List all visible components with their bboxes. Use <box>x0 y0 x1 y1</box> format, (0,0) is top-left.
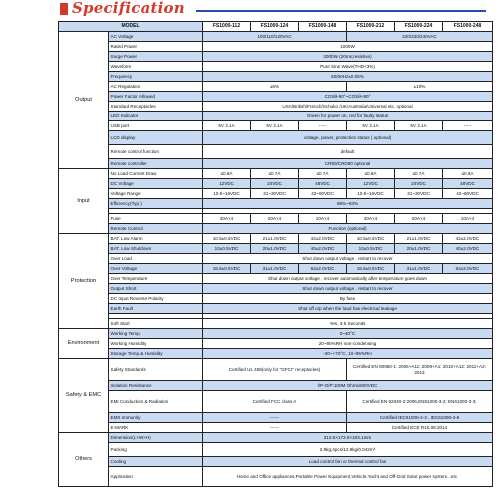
row-value: ≤0.6A <box>443 169 493 179</box>
row-value: 21~30VDC <box>395 189 443 199</box>
row-label: Safety Standards <box>109 359 203 381</box>
row-value: 48VDC <box>299 179 347 189</box>
table-row <box>59 224 493 234</box>
table-row <box>59 131 493 145</box>
row-value: 10±0.5VDC <box>347 244 395 254</box>
row-value: 10.5±0.5VDC <box>203 234 251 244</box>
table-row <box>59 189 493 199</box>
row-label: Fuse <box>109 214 203 224</box>
row-label: DC Input Reverse Polarity <box>109 294 203 304</box>
row-label: Surge Power <box>109 52 203 62</box>
table-row <box>59 294 493 304</box>
table-row <box>59 121 493 131</box>
row-label: Remote controller <box>109 159 203 169</box>
table-row <box>59 214 493 224</box>
table-row <box>59 244 493 254</box>
row-value: ------ <box>203 423 347 433</box>
page-title: Specification <box>72 0 185 17</box>
row-value: Certified EN 60950-1: 2006+A11: 2009+A1: 2010+A12: 2011+A2: 2013 <box>347 359 493 381</box>
row-value: ≤0.7A <box>395 169 443 179</box>
row-value: 40A×4 <box>347 214 395 224</box>
group-protection: Protection <box>59 234 109 329</box>
table-row <box>59 112 493 121</box>
spec-table <box>58 21 493 487</box>
row-label: Output Short <box>109 284 203 294</box>
row-value: 21~30VDC <box>251 189 299 199</box>
row-label: No Load Current Draw <box>109 169 203 179</box>
row-value: 2000W (20ms;resistive) <box>203 52 493 62</box>
row-value: ≤0.7A <box>251 169 299 179</box>
table-row <box>59 102 493 112</box>
table-row <box>59 413 493 423</box>
row-value: ≤0.8A <box>203 169 251 179</box>
row-value: 10.5~16VDC <box>203 189 251 199</box>
row-value: 2.9kg;4pcs/12.9kg/0.042m³ <box>203 443 493 457</box>
row-value: Certified UL 458(only for "GFCI" receptacles) <box>203 359 347 381</box>
row-value: ±10% <box>347 82 493 92</box>
row-value: 31±1.0VDC <box>395 264 443 274</box>
table-row <box>59 254 493 264</box>
table-row <box>59 467 493 487</box>
table-row <box>59 145 493 159</box>
row-value: 42±2.0VDC <box>443 234 493 244</box>
table-row <box>59 319 493 329</box>
table-row <box>59 72 493 82</box>
row-value: By fuse <box>203 294 493 304</box>
row-label: Packing <box>109 443 203 457</box>
row-value: 12VDC <box>203 179 251 189</box>
row-value: 10±0.5VDC <box>203 244 251 254</box>
row-label: Standard Receptacles <box>109 102 203 112</box>
table-row <box>59 274 493 284</box>
row-label: Over Voltage <box>109 264 203 274</box>
row-value: Shut off o/p when the load has electrical leakage <box>203 304 493 314</box>
group-safety-emc: Safety & EMC <box>59 359 109 433</box>
group-input: Input <box>59 169 109 234</box>
row-label: Remote control function <box>109 145 203 159</box>
row-value: Certified IEC61000-4-3 , IEC61000-4-8 <box>347 413 493 423</box>
row-label: Working Temp. <box>109 329 203 339</box>
row-value: 24VDC <box>395 179 443 189</box>
title-underline <box>196 10 486 12</box>
table-row <box>59 234 493 244</box>
row-label: BAT. Low Shutdown <box>109 244 203 254</box>
row-value: ----- <box>443 121 493 131</box>
row-value: 20~90%RH non-condensing <box>203 339 493 349</box>
row-value: 21±1.0VDC <box>395 234 443 244</box>
row-label: USB port <box>109 121 203 131</box>
row-value: 31±1.0VDC <box>251 264 299 274</box>
table-row <box>59 329 493 339</box>
row-label: Isolation Resistance <box>109 381 203 391</box>
row-value: 20±1.0VDC <box>251 244 299 254</box>
table-row <box>59 284 493 294</box>
row-value: Certified EN 62040-2:2006,EN61000-3-2; EN61000-3-3; <box>347 391 493 413</box>
table-row <box>59 169 493 179</box>
table-row <box>59 349 493 359</box>
table-row <box>59 381 493 391</box>
row-value: 10A×4 <box>443 214 493 224</box>
row-label: Dimension(L×W×H) <box>109 433 203 443</box>
row-value: Pure Sine Wave(THD<3%) <box>203 62 493 72</box>
row-value: 48VDC <box>443 179 493 189</box>
row-value: -30~+70°C, 10~95%RH <box>203 349 493 359</box>
row-value: Yes, 3-5 Seconds <box>203 319 493 329</box>
row-label: LCD display <box>109 131 203 145</box>
row-value: 1000W <box>203 42 493 52</box>
group-output: Output <box>59 32 109 169</box>
row-value: 10.5±0.5VDC <box>347 234 395 244</box>
row-value: 12VDC <box>347 179 395 189</box>
row-value: USA/British/French/Schuko /UK/Australia/Universal etc. optional <box>203 102 493 112</box>
title-banner <box>0 0 500 18</box>
row-value: Shut down output voltage , restart to recover <box>203 254 493 264</box>
row-value: 88%~93% <box>203 199 493 209</box>
row-label: Power Factor Allowed <box>109 92 203 102</box>
row-value: 40±2.0VDC <box>299 244 347 254</box>
table-row <box>59 62 493 72</box>
table-row <box>59 391 493 413</box>
table-row <box>59 32 493 42</box>
group-others: Others <box>59 433 109 487</box>
row-value: Certified ECE R10.06:2014 <box>347 423 493 433</box>
table-row <box>59 304 493 314</box>
table-row <box>59 359 493 381</box>
row-value: ------ <box>203 413 347 423</box>
row-value: default <box>203 145 493 159</box>
row-label: Frequency <box>109 72 203 82</box>
row-value: Shut down output voltage , restart to recover <box>203 284 493 294</box>
row-value: CR80/CRD80 optional <box>203 159 493 169</box>
row-label: LED Indicator <box>109 112 203 121</box>
row-label: Working Humidity <box>109 339 203 349</box>
row-value: Certified FCC class A <box>203 391 347 413</box>
table-row <box>59 179 493 189</box>
row-label: BAT. Low Alarm <box>109 234 203 244</box>
row-value: Home and Office appliances,Portable Power Equipment,Vehicle,Yacht and Off-Grid Solar power system...etc. <box>203 467 493 487</box>
model-cell: FS1000-148 <box>299 22 347 32</box>
table-row <box>59 42 493 52</box>
row-value: ≤0.8A <box>347 169 395 179</box>
row-value: Shut down output voltage , recover automatically after temperature goes down <box>203 274 493 284</box>
table-row <box>59 92 493 102</box>
row-value: 24VDC <box>251 179 299 189</box>
row-value: 100/110/120VAC <box>203 32 347 42</box>
row-value: 15.5±0.5VDC <box>347 264 395 274</box>
row-label: AC Voltage <box>109 32 203 42</box>
model-cell: FS1000-212 <box>347 22 395 32</box>
row-value: Green for power on, red for faulty status <box>203 112 493 121</box>
row-label: Remote Control <box>109 224 203 234</box>
row-value: 0~40°C <box>203 329 493 339</box>
row-label: EMI Conduction & Radiation <box>109 391 203 413</box>
row-label: Earth Fault <box>109 304 203 314</box>
row-label: Efficiency(Typ.) <box>109 199 203 209</box>
row-label: Application <box>109 467 203 487</box>
row-label: Over Temperature <box>109 274 203 284</box>
table-row <box>59 199 493 209</box>
table-row <box>59 433 493 443</box>
row-value: ≤0.7A <box>299 169 347 179</box>
row-label: EMS Immunity <box>109 413 203 423</box>
table-row <box>59 457 493 467</box>
row-value: 42~60VDC <box>299 189 347 199</box>
row-label: DC Voltage <box>109 179 203 189</box>
row-value: ----- <box>299 121 347 131</box>
row-value: 313.6×173.6×103.1mm <box>203 433 493 443</box>
row-value: 42~60VDC <box>443 189 493 199</box>
row-value: 20A×4 <box>251 214 299 224</box>
row-value: 220/230/240VAC <box>347 32 493 42</box>
row-value: COSθ-90°~COSθ+90° <box>203 92 493 102</box>
row-value: 5V 2.1A <box>203 121 251 131</box>
title-accent-bar <box>60 3 68 15</box>
table-row <box>59 52 493 62</box>
row-value: 62±2.0VDC <box>299 264 347 274</box>
row-label: Over Load <box>109 254 203 264</box>
model-cell: FS1000-124 <box>251 22 299 32</box>
row-value: 20A×4 <box>395 214 443 224</box>
row-value: Function (optional) <box>203 224 493 234</box>
table-row <box>59 264 493 274</box>
row-value: 15.5±0.5VDC <box>203 264 251 274</box>
row-value: 42±2.0VDC <box>299 234 347 244</box>
table-row <box>59 339 493 349</box>
row-value: 40A×4 <box>203 214 251 224</box>
table-row <box>59 82 493 92</box>
table-row <box>59 159 493 169</box>
row-label: Storage Temp.& Humidity <box>109 349 203 359</box>
row-value: 10A×4 <box>299 214 347 224</box>
row-value: I/P-O/P:100M Ohms/500VDC <box>203 381 493 391</box>
row-label: Rated Power <box>109 42 203 52</box>
row-label: Cooling <box>109 457 203 467</box>
row-value: voltage, power, protection status ( optional) <box>203 131 493 145</box>
row-value: 20±1.0VDC <box>395 244 443 254</box>
row-label: Soft Start <box>109 319 203 329</box>
row-value: 40±2.0VDC <box>443 244 493 254</box>
row-label: Waveform <box>109 62 203 72</box>
row-value: 21±1.0VDC <box>251 234 299 244</box>
row-value: 5V 2.1A <box>251 121 299 131</box>
row-label: AC Regulation <box>109 82 203 92</box>
row-value: 5V 2.1A <box>347 121 395 131</box>
row-value: 62±2.0VDC <box>443 264 493 274</box>
model-cell: FS1000-248 <box>443 22 493 32</box>
row-value: Load control fan or thermal control fan <box>203 457 493 467</box>
table-row <box>59 443 493 457</box>
row-value: ±5% <box>203 82 347 92</box>
row-label: E-MARK <box>109 423 203 433</box>
row-value: 50/60Hz±0.05% <box>203 72 493 82</box>
row-value: 5V 2.1A <box>395 121 443 131</box>
header-row <box>59 22 493 32</box>
model-cell: FS1000-224 <box>395 22 443 32</box>
group-environment: Environment <box>59 329 109 359</box>
model-header: MODEL <box>59 22 203 32</box>
table-row <box>59 423 493 433</box>
row-label: Voltage Range <box>109 189 203 199</box>
model-cell: FS1000-112 <box>203 22 251 32</box>
row-value: 10.5~16VDC <box>347 189 395 199</box>
